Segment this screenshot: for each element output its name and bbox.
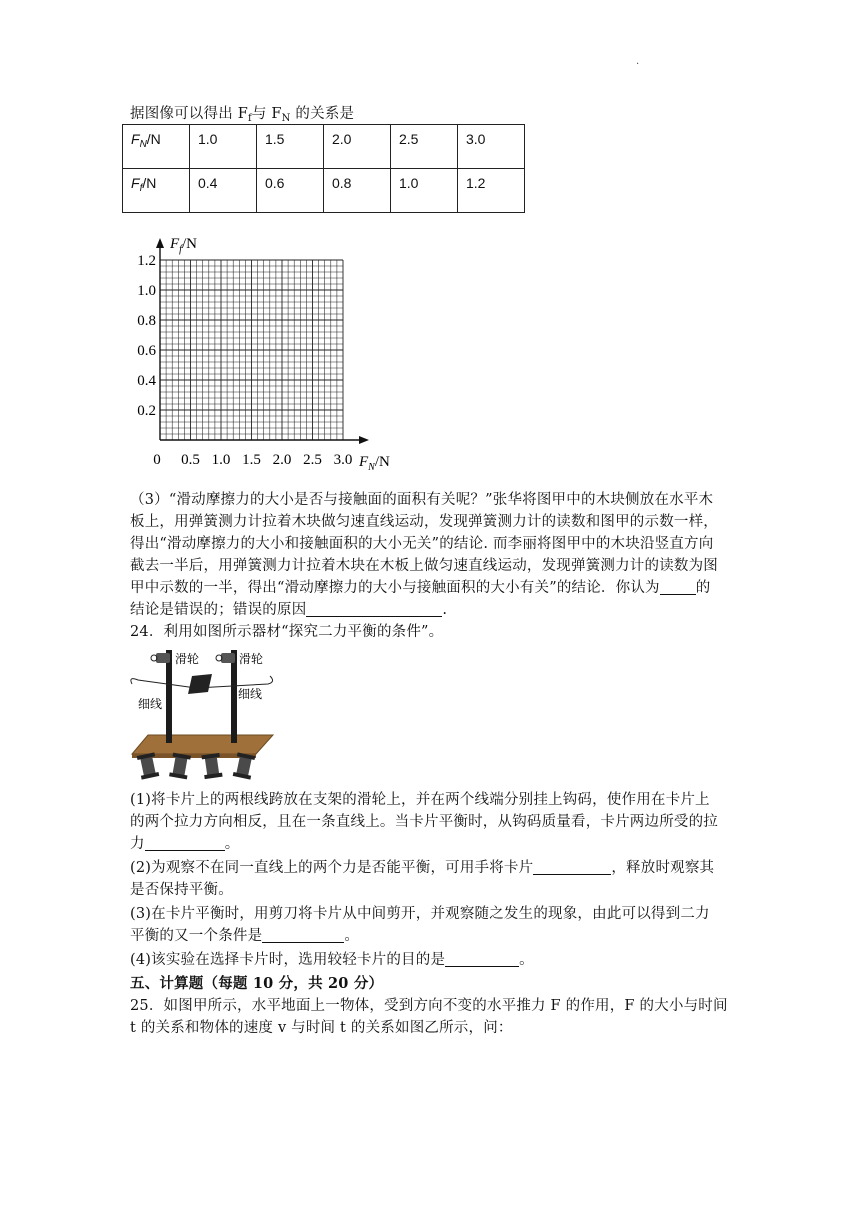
table-row-label: $F_N/N$ <box>123 125 190 169</box>
right-pole <box>231 650 237 743</box>
q3-line-1: （3）“滑动摩擦力的大小是否与接触面的面积有关呢？”张华将图甲中的木块侧放在水平木 <box>130 492 714 508</box>
q3-line-5: 甲中示数的一半，得出“滑动摩擦力的大小与接触面积的大小有关”的结论．你认为 的 <box>130 580 711 596</box>
table-cell: 0.8 <box>324 169 391 213</box>
x-axis-label: $F_N/N$ <box>359 454 390 473</box>
q24-p2-line1: (2)为观察不在同一直线上的两个力是否能平衡，可用手将卡片 ，释放时观察其 <box>130 860 715 876</box>
intro-post: 的关系是 <box>290 106 355 122</box>
table-cell: 1.0 <box>391 169 458 213</box>
table-cell: 0.6 <box>257 169 324 213</box>
q24-p1-line2: 的两个拉力方向相反，且在一条直线上。当卡片平衡时，从钩码质量看，卡片两边所受的拉 <box>130 814 718 830</box>
card-icon <box>188 674 212 694</box>
x-tick-label: 1.0 <box>211 452 231 468</box>
q24-p4: (4)该实验在选择卡片时，选用较轻卡片的目的是 。 <box>130 952 534 968</box>
table-row <box>123 125 525 169</box>
chart-grid <box>160 260 343 440</box>
q3-line-4: 截去一半后，用弹簧测力计拉着木块在木板上做匀速直线运动，发现弹簧测力计的读数为图 <box>130 558 718 574</box>
q3-line-2: 板上，用弹簧测力计拉着木块做匀速直线运动，发现弹簧测力计的读数和图甲的示数一样， <box>130 514 718 530</box>
y-tick-label: 1.0 <box>137 283 156 299</box>
q24-p1-line1: (1)将卡片上的两根线跨放在支架的滑轮上，并在两个线端分别挂上钩码，使作用在卡片上 <box>130 792 710 808</box>
blank-grid-chart <box>120 230 410 475</box>
answer-blank[interactable] <box>660 578 696 595</box>
intro-mid: 与 F <box>251 106 282 122</box>
y-axis-label: $F_f/N$ <box>170 236 197 255</box>
q24-p3-line1: (3)在卡片平衡时，用剪刀将卡片从中间剪开，并观察随之发生的现象，由此可以得到二力 <box>130 906 710 922</box>
y-tick-label: 0.4 <box>137 373 156 389</box>
q24-p1-line3: 力 。 <box>130 836 240 852</box>
answer-blank[interactable] <box>262 926 344 943</box>
section-5-heading: 五、计算题（每题 10 分，共 20 分） <box>130 975 384 992</box>
y-tick-label: 0.8 <box>137 313 156 329</box>
intro-sub-f: f <box>247 113 252 124</box>
y-axis-arrow-icon <box>156 238 164 248</box>
left-pole <box>166 650 172 743</box>
label-string-left: 细线 <box>138 697 163 711</box>
answer-blank[interactable] <box>445 950 519 967</box>
wooden-base <box>132 735 273 754</box>
x-tick-label: 0.5 <box>181 452 200 468</box>
answer-blank[interactable] <box>306 600 442 617</box>
x-tick-label: 0 <box>153 452 161 468</box>
hook-weight-icon <box>201 753 222 779</box>
table-cell: 1.0 <box>190 125 257 169</box>
right-pulley-icon <box>221 653 235 663</box>
x-axis-arrow-icon <box>359 436 369 444</box>
table-cell: 2.0 <box>324 125 391 169</box>
intro-sub-n: N <box>281 113 291 124</box>
header-dot: . <box>636 56 640 67</box>
x-tick-label: 1.5 <box>242 452 261 468</box>
y-tick-label: 0.2 <box>137 403 156 419</box>
q3-line-3: 得出“滑动摩擦力的大小和接触面积的大小无关”的结论. 而李丽将图甲中的木块沿竖直方向 <box>130 536 714 552</box>
table-cell: 1.2 <box>458 169 525 213</box>
q24-title: 24．利用如图所示器材“探究二力平衡的条件”。 <box>130 624 444 640</box>
table-cell: 0.4 <box>190 169 257 213</box>
q24-p3-line2: 平衡的又一个条件是 。 <box>130 928 360 944</box>
answer-blank[interactable] <box>145 834 225 851</box>
x-tick-label: 2.0 <box>272 452 292 468</box>
answer-blank[interactable] <box>533 858 611 875</box>
table-row-label: $F_f/N$ <box>123 169 190 213</box>
q24-p2-line2: 是否保持平衡。 <box>130 882 233 898</box>
x-tick-label: 3.0 <box>333 452 353 468</box>
y-tick-label: 0.6 <box>137 343 156 359</box>
data-table <box>122 124 525 213</box>
apparatus-figure <box>128 642 276 788</box>
x-tick-label: 2.5 <box>303 452 322 468</box>
chart-tick-labels <box>137 253 352 468</box>
intro-pre: 据图像可以得出 F <box>130 106 248 122</box>
table-row <box>123 169 525 213</box>
table-cell: 2.5 <box>391 125 458 169</box>
q3-line-6: 结论是错误的；错误的原因 . <box>130 602 448 618</box>
table-cell: 1.5 <box>257 125 324 169</box>
q25-line1: 25．如图甲所示，水平地面上一物体，受到方向不变的水平推力 F 的作用，F 的大小与时间 <box>130 998 728 1014</box>
label-string-right: 细线 <box>238 687 263 701</box>
label-pulley-left: 滑轮 <box>175 652 200 666</box>
q25-line2: t 的关系和物体的速度 v 与时间 t 的关系如图乙所示，问： <box>130 1020 513 1036</box>
y-tick-label: 1.2 <box>137 253 156 269</box>
table-cell: 3.0 <box>458 125 525 169</box>
left-pulley-icon <box>156 653 170 663</box>
label-pulley-right: 滑轮 <box>239 652 264 666</box>
